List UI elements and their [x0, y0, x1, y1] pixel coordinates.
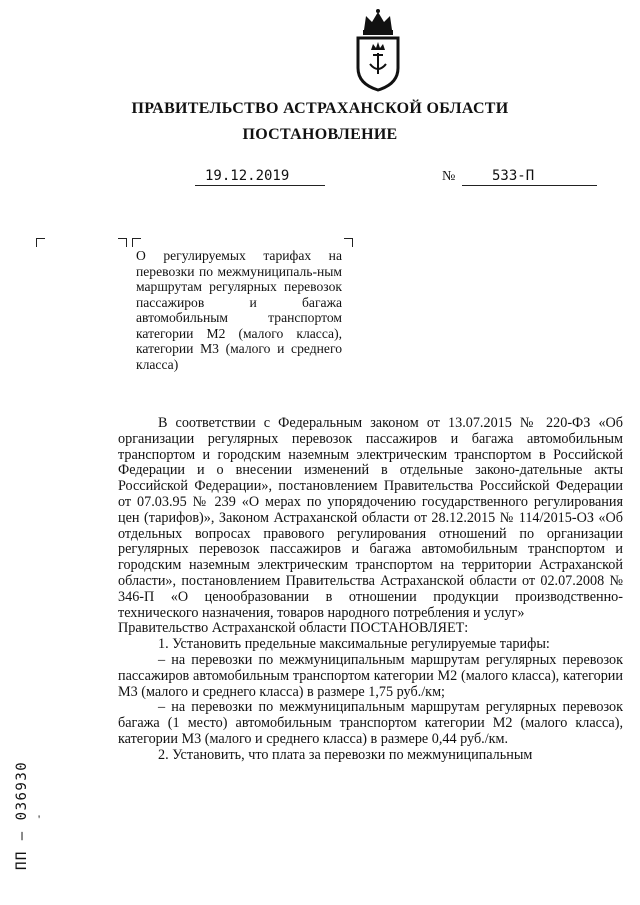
corner-bracket — [132, 238, 141, 247]
document-body — [118, 416, 623, 764]
subject-block — [136, 248, 342, 372]
date-underline — [195, 185, 325, 186]
item-2: 2. Установить, что плата за перевозки по межмуниципальным — [158, 746, 533, 763]
corner-bracket — [118, 238, 127, 247]
item-1-b: – на перевозки по межмуниципальным маршрутам регулярных перевозок багажа (1 место) автомобильным транспортом категории М2 (малого класса), категории М3 (малого и среднего класса) в размере 0,44 руб./км. — [118, 699, 623, 747]
preamble-paragraph: В соответствии с Федеральным законом от 13.07.2015 № 220-ФЗ «Об организации регулярных перевозок пассажиров и багажа автомобильным транспортом и городским наземным электрическим транспортом в Российской Федерации и о внесении изменений в отдельные законо-дательные акты Российской Федерации», постановлением Правительства Российской Федерации от 07.03.95 № 239 «О мерах по упорядочению государственного регулирования цен (тарифов)», Законом Астраханской области от 28.12.2015 № 114/2015-ОЗ «Об отдельных вопросах правового регулирования отношений по организации регулярных перевозок пассажиров и багажа автомобильным транспортом и городским наземным электрическим транспортом на территории Астраханской области», постановлением Правительства Астраханской области от 02.07.2008 № 346-П «О ценообразовании в отношении продукции производственно-технического назначения, товаров народного потребления и услуг» — [118, 415, 623, 621]
margin-mark: ' — [38, 812, 41, 826]
document-date: 19.12.2019 — [205, 168, 290, 184]
decree-line: Правительство Астраханской области ПОСТАНОВЛЯЕТ: — [118, 620, 469, 637]
number-sign: № — [442, 169, 456, 184]
subject-text: О регулируемых тарифах на перевозки по межмуниципаль-ным маршрутам регулярных перевозок пассажиров и багажа автомобильным транспортом категории М2 (малого класса), категории М3 (малого и среднего класса) — [136, 248, 342, 372]
corner-bracket — [36, 238, 45, 247]
document-number: 533-П — [492, 168, 535, 184]
number-underline — [462, 185, 597, 186]
item-1-a: – на перевозки по межмуниципальным маршрутам регулярных перевозок пассажиров автомобильным транспортом категории М2 (малого класса), категории М3 (малого и среднего класса) в размере 1,75 руб./км; — [118, 651, 623, 700]
coat-of-arms-emblem — [346, 8, 410, 92]
government-title: ПРАВИТЕЛЬСТВО АСТРАХАНСКОЙ ОБЛАСТИ — [131, 100, 509, 117]
corner-bracket — [344, 238, 353, 247]
document-type-title: ПОСТАНОВЛЕНИЕ — [242, 126, 398, 143]
form-serial-number: ПП – 036930 — [14, 760, 30, 870]
item-1: 1. Установить предельные максимальные регулируемые тарифы: — [158, 636, 550, 653]
